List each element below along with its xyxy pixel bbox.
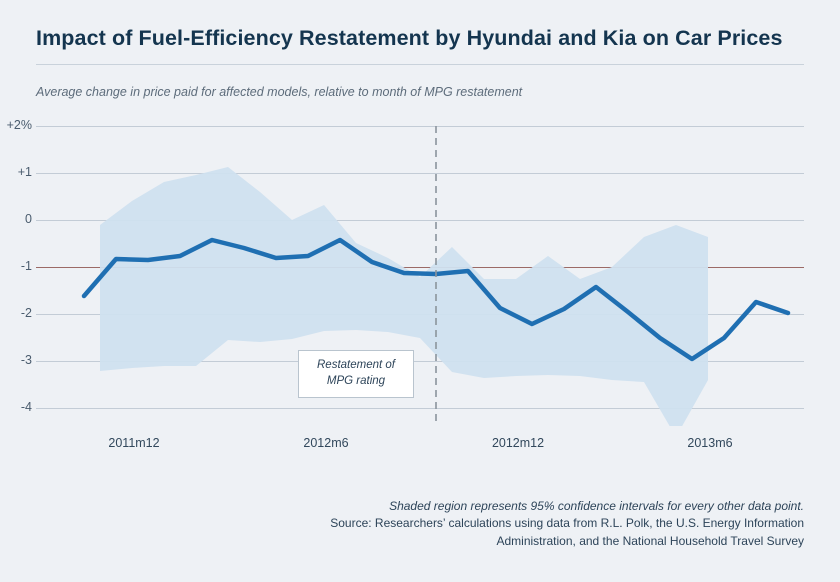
- subtitle-line-1: Average change in price paid for affected models, relative to month of MPG restatement: [36, 85, 523, 99]
- y-tick-label-6: -4: [20, 400, 32, 414]
- event-annotation: [298, 350, 414, 398]
- title-divider: [36, 64, 804, 65]
- chart-footer: [280, 498, 804, 550]
- y-tick-label-2: 0: [25, 212, 32, 226]
- y-tick-label-5: -3: [20, 353, 32, 367]
- footer-source: Source: Researchers’ calculations using data from R.L. Polk, the U.S. Energy Information Administration, and the National Household Travel Survey: [330, 516, 804, 548]
- y-tick-label-4: -2: [20, 306, 32, 320]
- y-tick-label-3: -1: [20, 259, 32, 273]
- footer-note: Shaded region represents 95% confidence intervals for every other data point.: [389, 499, 804, 513]
- x-tick-label-1: 2012m6: [303, 436, 349, 450]
- x-tick-label-3: 2013m6: [687, 436, 733, 450]
- x-tick-label-0: 2011m12: [108, 436, 160, 450]
- y-tick-label-0: +2%: [6, 118, 32, 132]
- plot-area: [6, 118, 804, 426]
- y-tick-label-1: +1: [17, 165, 32, 179]
- annotation-line-2: MPG rating: [326, 374, 386, 387]
- line-chart-svg: [36, 126, 804, 426]
- page-title: Impact of Fuel-Efficiency Restatement by Hyundai and Kia on Car Prices: [36, 26, 783, 50]
- annotation-line-1: Restatement of: [317, 359, 395, 371]
- chart-subtitle: [36, 84, 556, 101]
- x-tick-label-2: 2012m12: [491, 436, 545, 450]
